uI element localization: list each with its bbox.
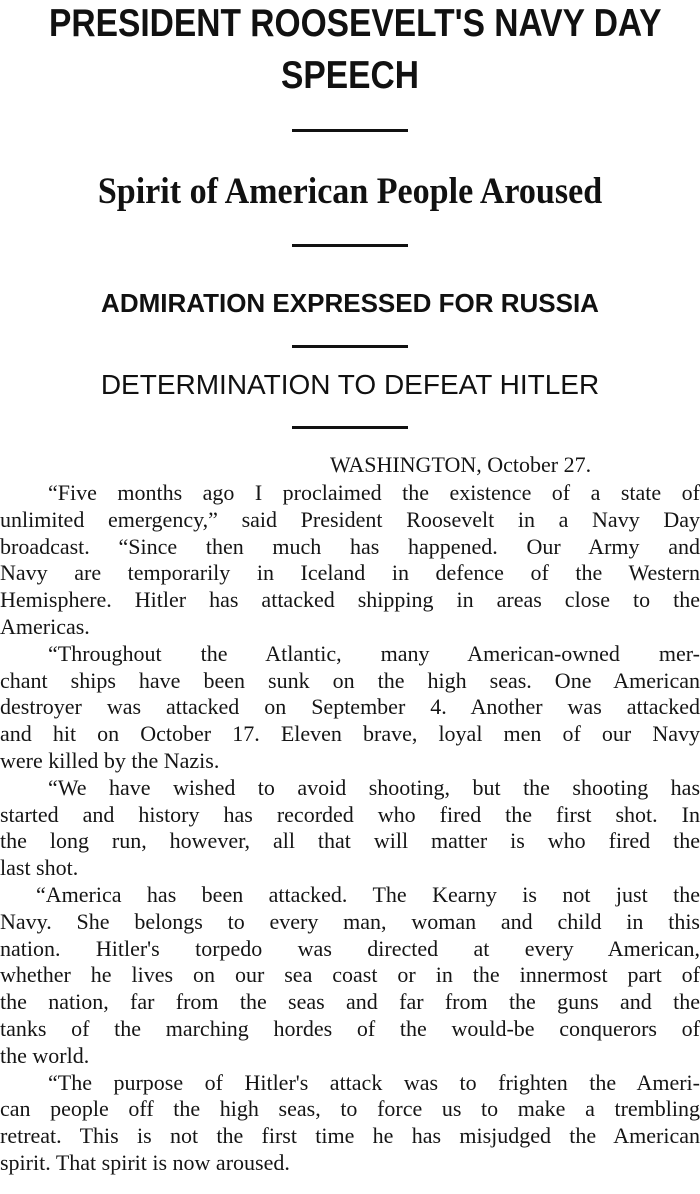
body-line: the world.: [0, 1042, 90, 1068]
body-line: the nation, far from the seas and far from the guns and the: [0, 989, 700, 1015]
subheadline-determination: DETERMINATION TO DEFEAT HITLER: [100, 369, 600, 400]
body-line: unlimited emergency,” said President Roosevelt in a Navy Day: [0, 506, 700, 532]
subheadline-admiration: ADMIRATION EXPRESSED FOR RUSSIA: [101, 288, 599, 318]
body-line: “Five months ago I proclaimed the existence of a state of: [48, 480, 700, 505]
body-line: “Throughout the Atlantic, many American-owned mer-: [48, 640, 700, 666]
body-line: Navy are temporarily in Iceland in defence of the Western: [0, 560, 700, 586]
headline-main-line-2: SPEECH: [281, 54, 419, 97]
body-line: tanks of the marching hordes of the would-be conquerors of: [0, 1016, 700, 1041]
divider-rule: [292, 345, 408, 348]
subheadline-spirit: Spirit of American People Aroused: [97, 171, 603, 212]
body-line: Americas.: [0, 614, 90, 639]
body-line: and hit on October 17. Eleven brave, loyal men of our Navy: [0, 721, 700, 747]
body-line: “We have wished to avoid shooting, but the shooting has: [48, 774, 700, 800]
body-line: spirit. That spirit is now aroused.: [0, 1150, 290, 1175]
dateline: WASHINGTON, October 27.: [330, 452, 592, 477]
divider-rule: [292, 426, 408, 429]
body-line: “America has been attacked. The Kearny is not just the: [36, 882, 700, 907]
body-line: Navy. She belongs to every man, woman and child in this: [0, 908, 700, 934]
divider-rule: [292, 244, 408, 247]
body-line: can people off the high seas, to force us to make a trembling: [0, 1096, 700, 1122]
body-line: retreat. This is not the first time he has misjudged the American: [0, 1123, 700, 1149]
body-line: the long run, however, all that will matter is who fired the: [0, 828, 700, 854]
body-line: whether he lives on our sea coast or in the innermost part of: [0, 962, 700, 988]
body-line: destroyer was attacked on September 4. Another was attacked: [0, 694, 700, 720]
headline-main-line-1: PRESIDENT ROOSEVELT'S NAVY DAY: [49, 2, 662, 45]
body-line: chant ships have been sunk on the high seas. One American: [0, 667, 700, 693]
body-line: “The purpose of Hitler's attack was to frighten the Ameri-: [48, 1069, 700, 1095]
body-line: nation. Hitler's torpedo was directed at every American,: [0, 935, 700, 961]
body-line: broadcast. “Since then much has happened. Our Army and: [0, 533, 700, 559]
body-line: started and history has recorded who fired the first shot. In: [0, 801, 700, 827]
body-line: were killed by the Nazis.: [0, 748, 220, 773]
body-line: last shot.: [0, 855, 79, 881]
body-line: Hemisphere. Hitler has attacked shipping in areas close to the: [0, 587, 700, 613]
divider-rule: [292, 129, 408, 132]
